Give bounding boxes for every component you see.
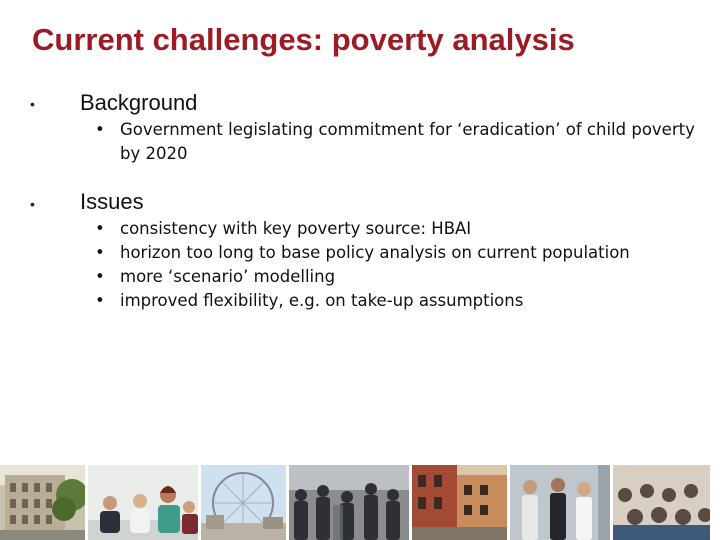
- issues-item: [95, 265, 695, 289]
- issues-item-text: horizon too long to base policy analysis on current population: [120, 243, 630, 262]
- section-heading-background: Background: [80, 90, 198, 115]
- issues-item: [95, 217, 695, 241]
- sub-bullet: •: [95, 267, 105, 286]
- issues-item-text: more ‘scenario’ modelling: [120, 267, 336, 286]
- sub-bullet: •: [95, 291, 105, 310]
- sub-bullet: •: [95, 120, 105, 139]
- issues-item: [95, 289, 695, 313]
- issues-item: [95, 241, 695, 265]
- sub-bullet: •: [95, 219, 105, 238]
- section-heading-issues: Issues: [80, 189, 144, 214]
- section-bullet: •: [30, 96, 35, 112]
- background-item: [95, 118, 695, 166]
- section-bullet: •: [30, 196, 35, 212]
- photo-strip: [0, 465, 720, 540]
- photo-london-eye: [201, 465, 286, 540]
- background-item-text: Government legislating commitment for ‘eradication’ of child poverty by 2020: [120, 120, 695, 163]
- issues-item-text: improved flexibility, e.g. on take-up assumptions: [120, 291, 524, 310]
- sub-bullet: •: [95, 243, 105, 262]
- issues-item-text: consistency with key poverty source: HBAI: [120, 219, 472, 238]
- photo-office-workers: [510, 465, 610, 540]
- photo-street: [412, 465, 507, 540]
- photo-building: [0, 465, 85, 540]
- photo-crowd: [289, 465, 409, 540]
- photo-audience: [613, 465, 710, 540]
- slide-title: Current challenges: poverty analysis: [32, 22, 575, 57]
- photo-meeting: [88, 465, 198, 540]
